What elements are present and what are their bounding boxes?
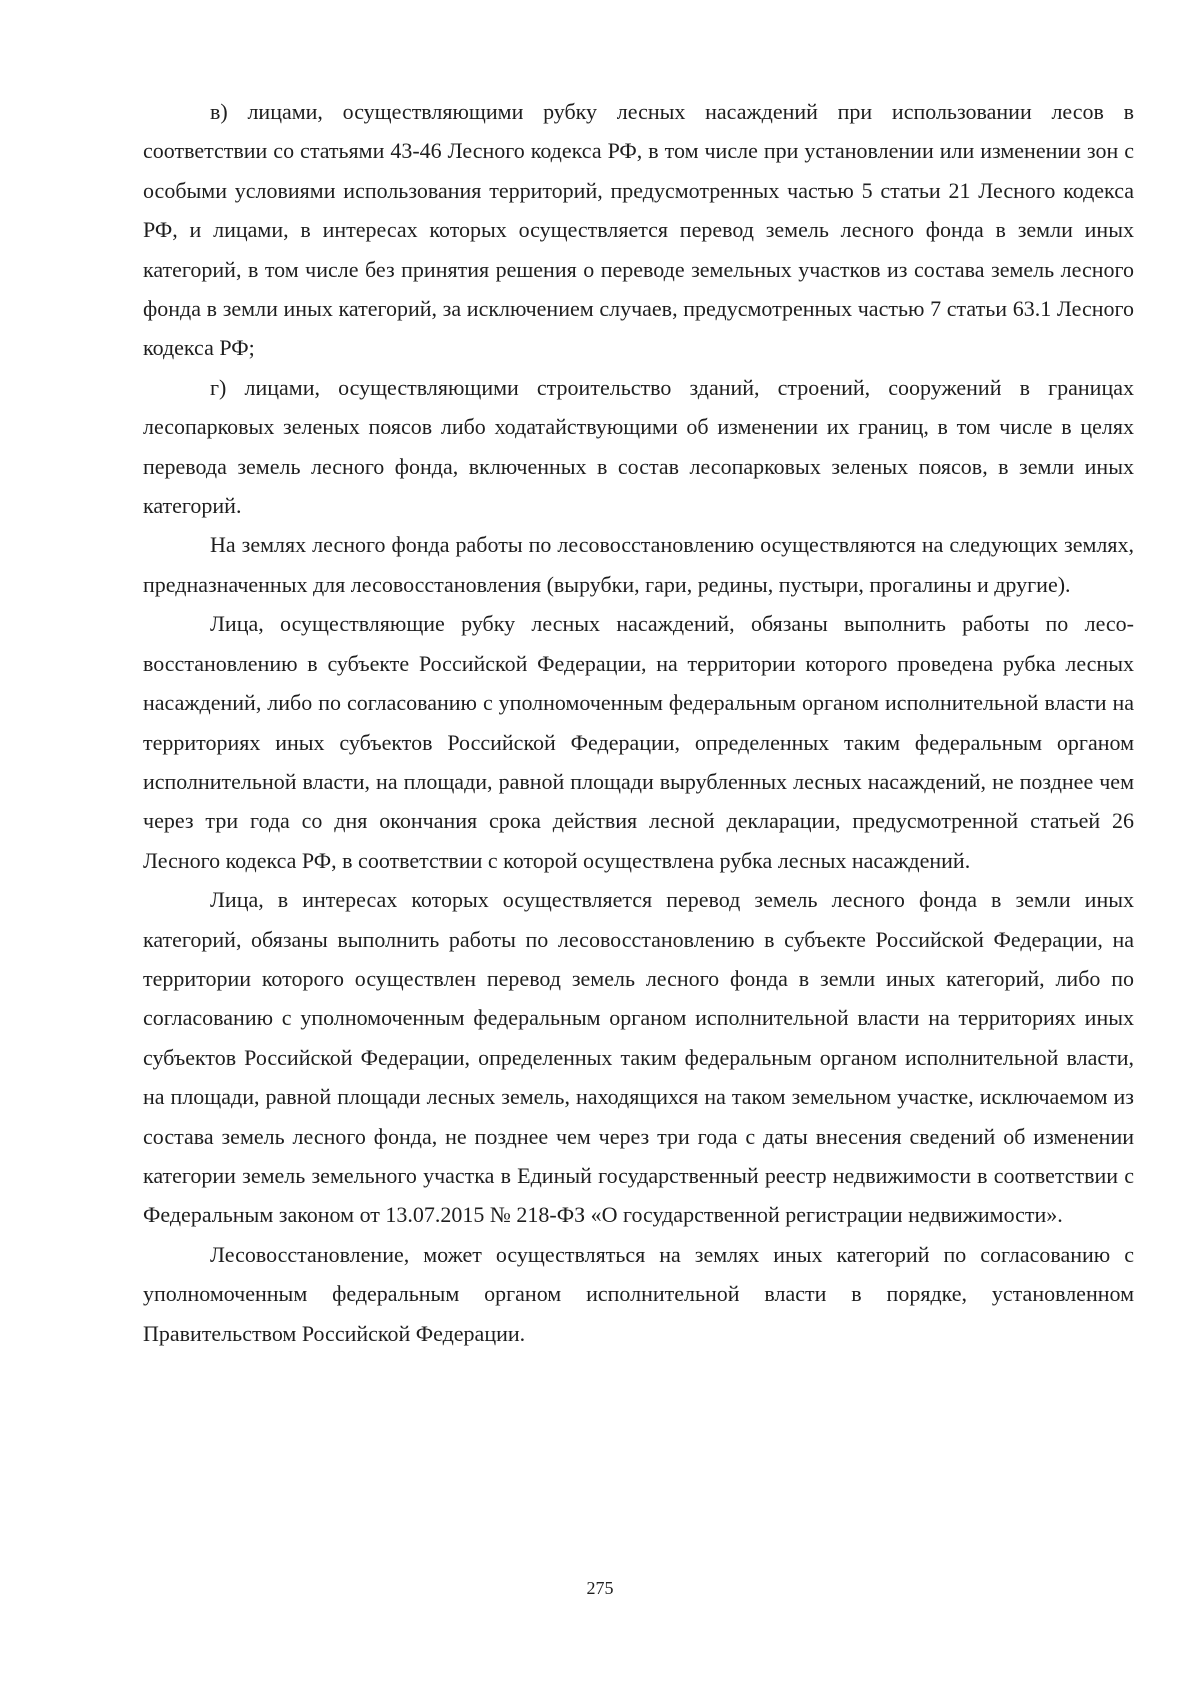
paragraph-item-g: г) лицами, осуществляющими строительство зданий, строений, сооружений в границах лесопарковых зеленых поясов либо ходатайствующими об изменении их границ, в том числе в целях перевода земель лесного фонда, включенных в состав лесопарковых зеленых поясов, в земли иных категорий. bbox=[143, 374, 1134, 519]
paragraph-reforestation-lands: На землях лесного фонда работы по лесовосстановлению осуществляются на следующих землях, предназначенных для лесовосстановления (вырубки, гари, редины, пустыри, прогалины и другие). bbox=[143, 532, 1134, 597]
document-body bbox=[143, 92, 1134, 1353]
paragraph-item-v: в) лицами, осуществляющими рубку лесных насаждений при использовании лесов в соответствии со статьями 43-46 Лесного кодекса РФ, в том числе при установлении или изменении зон с особыми условиями использования территорий, предусмотренных частью 5 статьи 21 Лесного кодекса РФ, и лицами, в интересах которых осуществляется перевод земель лесного фонда в земли иных категорий, в том числе без принятия решения о переводе земельных участков из состава земель лесного фонда в земли иных категорий, за исключением случаев, предусмотренных частью 7 статьи 63.1 Лесного кодекса РФ; bbox=[143, 99, 1134, 361]
paragraph-other-categories: Лесовосстановление, может осуществляться на землях иных категорий по согласованию с уполномоченным федеральным органом исполнительной власти в порядке, установленном Правительством Российской Федерации. bbox=[143, 1241, 1134, 1346]
paragraph-land-transfer-persons: Лица, в интересах которых осуществляется перевод земель лесного фонда в земли иных категорий, обязаны выполнить работы по лесовосстановлению в субъекте Российской Федерации, на территории которого осуществлен перевод земель лесного фонда в земли иных категорий, либо по согласованию с уполномоченным федеральным органом исполнительной власти на территориях иных субъектов Российской Федерации, определенных таким федеральным органом исполнительной власти, на площади, равной площади лесных земель, находящихся на таком земельном участке, исключаемом из состава земель лесного фонда, не позднее чем через три года с даты внесения сведений об изменении категории земель земельного участка в Единый государственный реестр недвижимости в соответствии с Федеральным законом от 13.07.2015 № 218-ФЗ «О государственной регистрации недвижимости». bbox=[143, 887, 1134, 1228]
paragraph-logging-persons: Лица, осуществляющие рубку лесных насаждений, обязаны выполнить работы по лесовосстановлению в субъекте Российской Федерации, на территории которого проведена рубка лесных насаждений, либо по согласованию с уполномоченным федеральным органом исполнительной власти на территориях иных субъектов Российской Федерации, определенных таким федеральным органом исполнительной власти, на площади, равной площади вырубленных лесных насаждений, не позднее чем через три года со дня окончания срока действия лесной декларации, предусмотренной статьей 26 Лесного кодекса РФ, в соответствии с которой осуществлена рубка лесных насаждений. bbox=[143, 611, 1134, 873]
page-number: 275 bbox=[586, 1578, 614, 1598]
